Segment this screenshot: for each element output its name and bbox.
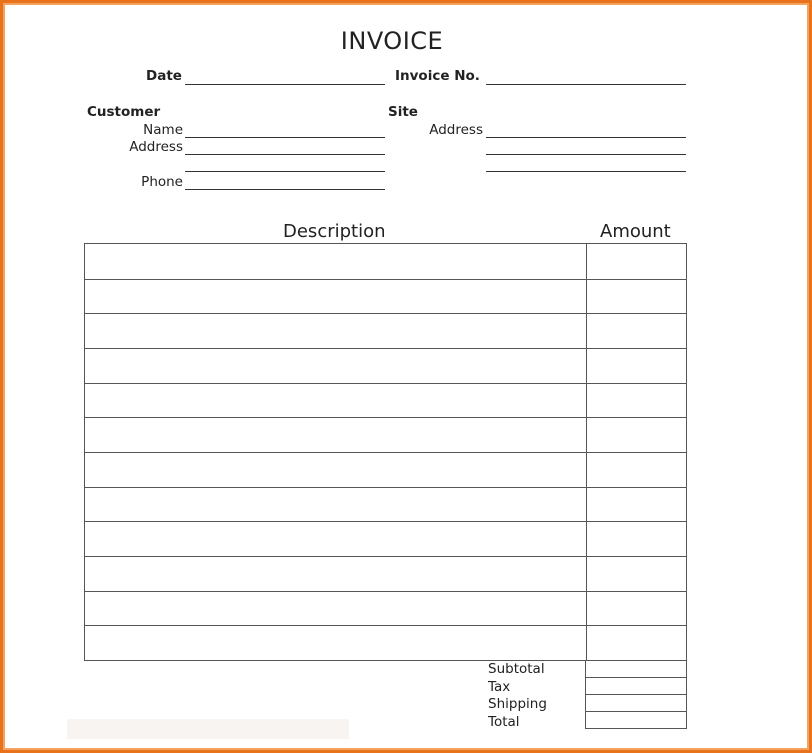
subtotal-amount-cell[interactable] [585, 660, 687, 678]
table-row-divider [85, 556, 686, 557]
total-label: Total [488, 714, 520, 730]
customer-phone-field-line[interactable] [185, 189, 385, 190]
customer-address-label: Address [129, 139, 183, 155]
invoice-title: INVOICE [340, 27, 444, 55]
table-row-divider [85, 383, 686, 384]
customer-name-field-line[interactable] [185, 137, 385, 138]
table-row-divider [85, 625, 686, 626]
table-row-divider [85, 487, 686, 488]
invoice-no-field-line[interactable] [486, 84, 686, 85]
total-amount-cell[interactable] [585, 711, 687, 729]
customer-phone-label: Phone [141, 174, 183, 190]
faint-watermark-strip [67, 719, 349, 739]
table-row-divider [85, 279, 686, 280]
amount-column-header: Amount [600, 221, 671, 242]
site-address-label: Address [429, 122, 483, 138]
site-address-field-line-3[interactable] [486, 171, 686, 172]
customer-name-label: Name [143, 122, 183, 138]
table-row-divider [85, 348, 686, 349]
site-address-field-line-1[interactable] [486, 137, 686, 138]
table-row-divider [85, 521, 686, 522]
table-row-divider [85, 417, 686, 418]
subtotal-label: Subtotal [488, 661, 545, 677]
site-heading: Site [388, 104, 418, 120]
table-row-divider [85, 591, 686, 592]
tax-label: Tax [488, 679, 511, 695]
customer-address-field-line-1[interactable] [185, 154, 385, 155]
line-items-table [84, 243, 687, 661]
date-field-line[interactable] [185, 84, 385, 85]
invoice-page [7, 7, 805, 746]
customer-heading: Customer [87, 104, 161, 120]
customer-address-field-line-2[interactable] [185, 171, 385, 172]
table-row-divider [85, 452, 686, 453]
site-address-field-line-2[interactable] [486, 154, 686, 155]
date-label: Date [146, 68, 182, 84]
shipping-amount-cell[interactable] [585, 694, 687, 712]
table-row-divider [85, 313, 686, 314]
description-column-header: Description [283, 221, 386, 242]
shipping-label: Shipping [488, 696, 547, 712]
tax-amount-cell[interactable] [585, 677, 687, 695]
invoice-no-label: Invoice No. [395, 68, 480, 84]
